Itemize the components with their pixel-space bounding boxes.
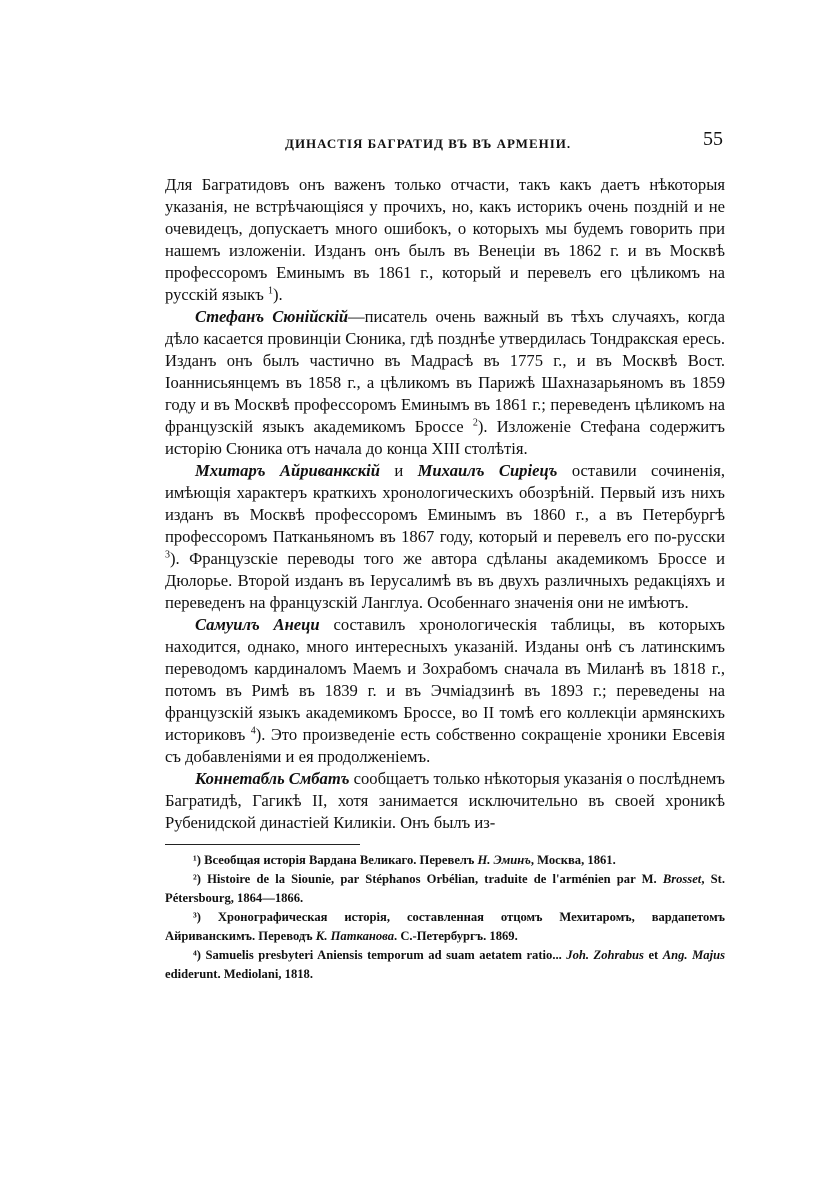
footnote <box>165 870 725 908</box>
text-run: составилъ хронологическія таблицы, въ которыхъ находится, однако, много интересныхъ указаній. Изданы онѣ съ латинскимъ переводомъ кардиналомъ Маемъ и Зохрабомъ сначала въ Миланѣ въ 1818 г., потомъ въ Римѣ въ 1839 г. и въ Эчміадзинѣ въ 1893 г.; переведены на французскій языкъ академикомъ Броссе, во II томѣ его коллекціи армянскихъ историковъ <box>165 615 725 744</box>
paragraph <box>165 460 725 614</box>
text-run: Для Багратидовъ онъ важенъ только отчасти, такъ какъ даетъ нѣкоторыя указанія, не встрѣчающіяся у прочихъ, но, какъ историкъ очень поздній и не очевидецъ, допускаетъ много ошибокъ, о которыхъ мы будемъ говорить при нашемъ изложеніи. Изданъ онъ былъ въ Венеціи въ 1862 г. и въ Москвѣ профессоромъ Еминымъ въ 1861 г., который и перевелъ его цѣликомъ на русскій языкъ <box>165 175 725 304</box>
footnote <box>165 946 725 984</box>
author-name: Михаилъ Сиріецъ <box>417 461 558 480</box>
footnote-ref: 4 <box>250 725 256 737</box>
paragraph <box>165 174 725 306</box>
text-run: ²) Histoire de la Siounie, par Stéphanos Orbélian, traduite de l'arménien par M. <box>193 872 663 886</box>
italic-text: К. Патканова <box>315 929 395 943</box>
italic-text: Brosset <box>662 872 702 886</box>
footnote-ref: 1 <box>267 285 273 297</box>
text-run: сообщаетъ только нѣкоторыя указанія о послѣднемъ Багратидѣ, Гагикѣ II, хотя занимается исключительно въ своей хроникѣ Рубенидской династіей Киликіи. Онъ былъ из- <box>165 769 726 832</box>
book-page <box>165 128 725 984</box>
text-run: et <box>643 948 663 962</box>
footnote-divider <box>165 844 360 845</box>
running-head: ДИНАСТІЯ БАГРАТИД ВЪ ВЪ АРМЕНІИ. <box>285 136 572 151</box>
page-header <box>165 128 725 158</box>
main-text <box>165 174 725 834</box>
text-run: ). Французскіе переводы того же автора сдѣланы академикомъ Броссе и Дюлорье. Второй изданъ въ Іерусалимѣ въ въ двухъ различныхъ редакціяхъ и переведенъ на французскій Ланглуа. Особеннаго значенія они не имѣютъ. <box>165 549 725 612</box>
text-run: и <box>379 461 418 480</box>
author-name: Самуилъ Анеци <box>195 615 320 634</box>
page-number: 55 <box>703 128 723 150</box>
footnotes <box>165 851 725 984</box>
text-run: , St. Pétersbourg, 1864—1866. <box>165 872 725 905</box>
text-run: , Москва, 1861. <box>530 853 616 867</box>
author-name: Стефанъ Сюнійскій <box>195 307 349 326</box>
text-run: ). <box>272 285 283 304</box>
author-name: Коннетабль Смбатъ <box>195 769 350 788</box>
italic-text: Ang. Majus <box>662 948 725 962</box>
paragraph <box>165 614 725 768</box>
italic-text: Joh. Zohrabus <box>566 948 644 962</box>
footnote-ref: 3 <box>165 549 170 561</box>
text-run: ). Изложеніе Стефана содержитъ исторію Сюника отъ начала до конца XIII столѣтія. <box>165 417 725 458</box>
text-run: ). Это произведеніе есть собственно сокращеніе хроники Евсевія съ добавленіями и ея продолженіемъ. <box>165 725 726 766</box>
italic-text: Н. Эминъ <box>477 853 531 867</box>
text-run: ¹) Всеобщая исторія Вардана Великаго. Перевелъ <box>193 853 478 867</box>
footnote <box>165 908 725 946</box>
text-run: ⁴) Samuelis presbyteri Aniensis temporum ad suam aetatem ratio... <box>193 948 567 962</box>
text-run: ediderunt. Mediolani, 1818. <box>165 967 313 981</box>
footnote-ref: 2 <box>472 417 478 429</box>
text-run: оставили сочиненія, имѣющія характеръ краткихъ хронологическихъ обозрѣній. Первый изъ нихъ изданъ въ Москвѣ профессоромъ Еминымъ въ 1860 г., а въ Петербургѣ профессоромъ Патканьяномъ въ 1867 году, который и перевелъ его по-русски <box>165 461 725 546</box>
text-run: ³) Хронографическая исторія, составленная отцомъ Мехитаромъ, вардапетомъ Айриванскимъ. Переводъ <box>165 910 725 943</box>
footnote <box>165 851 725 870</box>
text-run: —писатель очень важный въ тѣхъ случаяхъ, когда дѣло касается провинціи Сюника, гдѣ позднѣе утвердилась Тондракская ересь. Изданъ онъ былъ частично въ Мадрасѣ въ 1775 г., и въ Москвѣ Вост. Іоаннисьянцемъ въ 1858 г., а цѣликомъ въ Парижѣ Шахназарьяномъ въ 1859 году и въ Москвѣ профессоромъ Еминымъ въ 1861 г.; переведенъ цѣликомъ на французскій языкъ академикомъ Броссе <box>165 307 725 436</box>
text-run: . С.-Петербургъ. 1869. <box>394 929 518 943</box>
paragraph <box>165 768 725 834</box>
author-name: Мхитаръ Айриванкскій <box>195 461 380 480</box>
paragraph <box>165 306 725 460</box>
